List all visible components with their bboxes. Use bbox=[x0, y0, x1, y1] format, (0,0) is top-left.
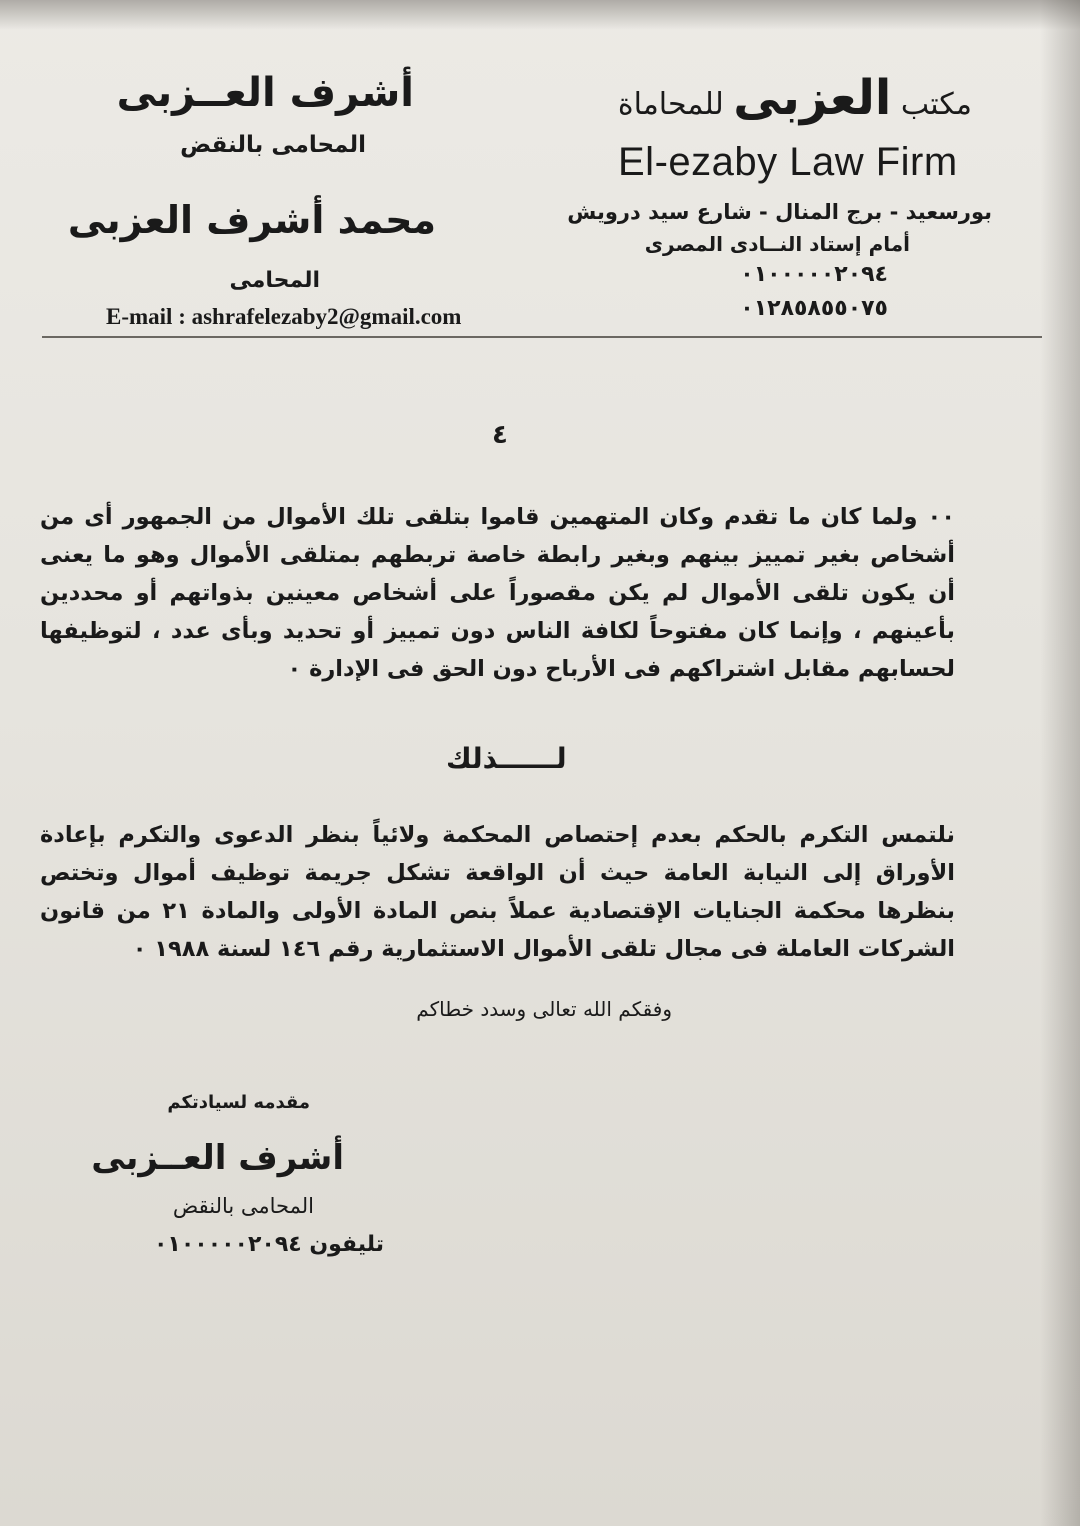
lawyer-1-title: المحامى بالنقض bbox=[180, 132, 366, 158]
section-heading: لــــــذلك bbox=[446, 742, 567, 775]
firm-name-arabic bbox=[618, 70, 972, 126]
page-number: ٤ bbox=[492, 420, 508, 450]
firm-name: العزبى bbox=[733, 70, 892, 126]
address-line-1: بورسعيد - برج المنال - شارع سيد درويش bbox=[567, 200, 992, 224]
phone-number-1: ٠١٠٠٠٠٠٢٠٩٤ bbox=[740, 262, 888, 287]
phone-number-2: ٠١٢٨٥٨٥٥٠٧٥ bbox=[740, 296, 888, 321]
signature-phone: تليفون ٠١٠٠٠٠٠٢٠٩٤ bbox=[153, 1232, 384, 1257]
email-address: E-mail : ashrafelezaby2@gmail.com bbox=[106, 304, 462, 329]
page-edge-shadow bbox=[1040, 0, 1080, 1526]
lawyer-1-name: أشرف العــزبى bbox=[116, 70, 414, 116]
firm-suffix: للمحاماة bbox=[617, 87, 724, 122]
body-paragraph-1: ٠٠ ولما كان ما تقدم وكان المتهمين قاموا بتلقى تلك الأموال من الجمهور أى من أشخاص بغير تمييز بينهم وبغير رابطة خاصة تربطهم بمتلقى الأموال وهو ما يعنى أن يكون تلقى الأموال لم يكن مقصوراً على أشخاص معينين بذواتهم أو محددين بأعينهم ، وإنما كان مفتوحاً لكافة الناس دون تمييز أو تحديد وبأى عدد ، لتوظيفها لحسابهم مقابل اشتراكهم فى الأرباح دون الحق فى الإدارة ٠ bbox=[40, 504, 955, 682]
firm-prefix: مكتب bbox=[900, 87, 972, 122]
body-paragraph-2: نلتمس التكرم بالحكم بعدم إحتصاص المحكمة ولائياً بنظر الدعوى والتكرم بإعادة الأوراق إلى النيابة العامة حيث أن الواقعة تشكل جريمة توظيف أموال وتختص بنظرها محكمة الجنايات الإقتصادية عملاً بنص المادة الأولى والمادة ٢١ من قانون الشركات العاملة فى مجال تلقى الأموال الاستثمارية رقم ١٤٦ لسنة ١٩٨٨ ٠ bbox=[40, 822, 955, 962]
header-divider bbox=[42, 336, 1042, 338]
firm-name-english: El-ezaby Law Firm bbox=[618, 140, 958, 184]
address-line-2: أمام إستاد النــادى المصرى bbox=[644, 232, 910, 256]
page-top-shadow bbox=[0, 0, 1080, 30]
lawyer-2-name: محمد أشرف العزبى bbox=[67, 198, 436, 242]
signature-presented-to: مقدمه لسيادتكم bbox=[167, 1092, 310, 1113]
lawyer-2-title: المحامى bbox=[229, 268, 320, 293]
closing-line: وفقكم الله تعالى وسدد خطاكم bbox=[416, 997, 672, 1021]
signature-title: المحامى بالنقض bbox=[172, 1194, 314, 1218]
signature-name: أشرف العــزبى bbox=[91, 1138, 344, 1178]
